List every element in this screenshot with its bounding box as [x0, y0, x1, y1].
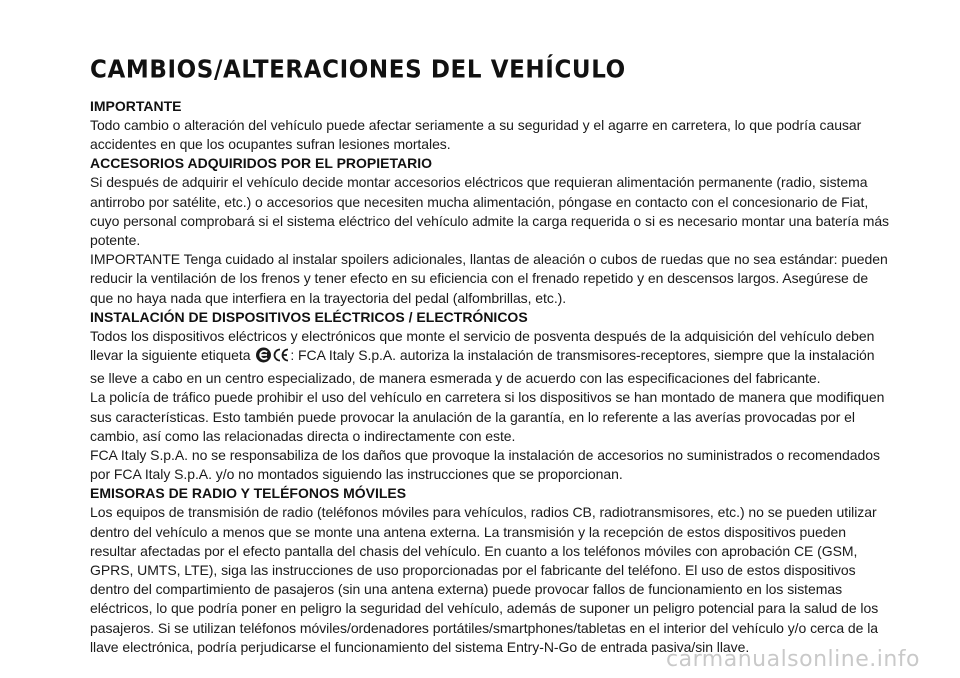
accesorios-text-1: Si después de adquirir el vehículo decide montar accesorios eléctricos que requieran alimentación permanente (radio, sistema antirrobo por satélite, etc.) o accesorios que necesiten mucha alimentación, póngase en contacto con el concesionario de Fiat, cuyo personal comprobará si el sistema eléctrico del vehículo admite la carga requerida o si es necesario montar una batería más potente.	[90, 174, 890, 249]
watermark: carmanualsonline.info	[666, 647, 920, 672]
page-title: CAMBIOS/ALTERACIONES DEL VEHÍCULO	[90, 56, 626, 85]
manual-page	[90, 56, 890, 657]
instalacion-text-1-after: : FCA Italy S.p.A. autoriza la instalación de transmisores-receptores, siempre que la instalación se lleve a cabo en un centro especializado, de manera esmerada y de acuerdo con las especificaciones del fabricante.	[90, 347, 875, 387]
e-mark-ce-icon	[255, 346, 289, 369]
section-heading-accesorios: ACCESORIOS ADQUIRIDOS POR EL PROPIETARIO	[90, 155, 433, 172]
instalacion-text-2: La policía de tráfico puede prohibir el uso del vehículo en carretera si los dispositivos se han montado de manera que modifiquen sus características. Esto también puede provocar la anulación de la garantía, en lo referente a las averías provocadas por el cambio, así como las relacionadas directa o indirectamente con este.	[90, 389, 885, 444]
section-heading-emisoras: EMISORAS DE RADIO Y TELÉFONOS MÓVILES	[90, 485, 407, 502]
section-heading-instalacion: INSTALACIÓN DE DISPOSITIVOS ELÉCTRICOS / ELECTRÓNICOS	[90, 308, 528, 325]
section-heading-importante: IMPORTANTE	[90, 98, 182, 114]
importante-text: Todo cambio o alteración del vehículo puede afectar seriamente a su seguridad y el agarre en carretera, lo que podría causar accidentes en que los ocupantes sufran lesiones mortales.	[90, 117, 862, 153]
emisoras-text: Los equipos de transmisión de radio (teléfonos móviles para vehículos, radios CB, radiotransmisores, etc.) no se pueden utilizar dentro del vehículo a menos que se monte una antena externa. La transmisión y la recepción de estos dispositivos pueden resultar afectadas por el efecto pantalla del chasis del vehículo. En cuanto a los teléfonos móviles con aprobación CE (GSM, GPRS, UMTS, LTE), siga las instrucciones de uso proporcionadas por el fabricante del teléfono. El uso de estos dispositivos dentro del compartimiento de pasajeros (sin una antena externa) puede provocar fallos de funcionamiento en los sistemas eléctricos, lo que podría poner en peligro la seguridad del vehículo, además de suponer un peligro potencial para la salud de los pasajeros. Si se utilizan teléfonos móviles/ordenadores portátiles/smartphones/tabletas en el interior del vehículo y/o cerca de la llave electrónica, podría perjudicarse el funcionamiento del sistema Entry-N-Go de entrada pasiva/sin llave.	[90, 504, 879, 655]
accesorios-text-2: IMPORTANTE Tenga cuidado al instalar spoilers adicionales, llantas de aleación o cubos de ruedas que no sea estándar: pueden reducir la ventilación de los frenos y tener efecto en su eficiencia con el frenado repetido y en descensos largos. Asegúrese de que no haya nada que interfiera en la trayectoria del pedal (alfombrillas, etc.).	[90, 251, 888, 306]
instalacion-text-3: FCA Italy S.p.A. no se responsabiliza de los daños que provoque la instalación de accesorios no suministrados o recomendados por FCA Italy S.p.A. y/o no montados siguiendo las instrucciones que se proporcionan.	[90, 447, 880, 483]
instalacion-text-1-before: Todos los dispositivos eléctricos y electrónicos que monte el servicio de posventa después de la adquisición del vehículo deben llevar la siguiente etiqueta	[90, 327, 875, 364]
instalacion-text-1	[90, 327, 890, 389]
